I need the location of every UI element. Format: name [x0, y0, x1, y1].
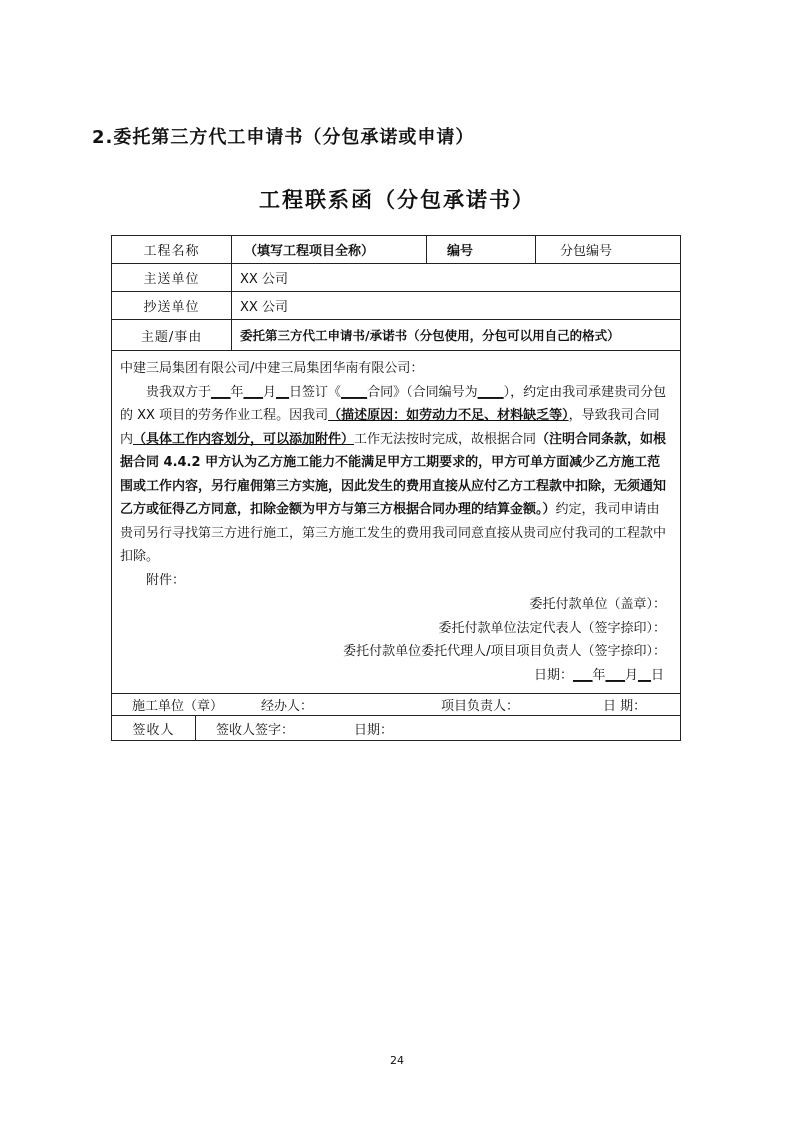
subject-label: 主题/事由 [112, 320, 232, 351]
sign-company-seal: 委托付款单位（盖章）： [529, 597, 667, 612]
copy-unit-label: 抄送单位 [112, 292, 232, 320]
handler-label: 经办人： [261, 699, 314, 714]
sign-agent: 委托付款单位委托代理人/项目项目负责人（签字捺印）： [343, 644, 667, 659]
addressee: 中建三局集团有限公司/中建三局集团华南有限公司： [120, 361, 424, 376]
number-label: 编号 [427, 236, 536, 264]
contact-letter-form [111, 235, 681, 741]
page-number: 24 [390, 1054, 404, 1067]
letter-paragraph: 贵我双方于___年___月__日签订《____合同》（合同编号为____），约定由我司承建贵司分包的 XX 项目的劳务作业工程。因我司（描述原因：如劳动力不足、材料缺乏等），导致我司合同内（具体工作内容划分，可以添加附件）工作无法按时完成，故根据合同（注明合同条款，如根据合同 4.4.2 甲方认为乙方施工能力不能满足甲方工期要求的，甲方可单方面减少乙方施工范围或工作内容，另行雇佣第三方实施，因此发生的费用直接从应付乙方工程款中扣除，无须通知乙方或征得乙方同意，扣除金额为甲方与第三方根据合同办理的结算金额。）约定，我司申请由贵司另行寻找第三方进行施工，第三方施工发生的费用我司同意直接从贵司应付我司的工程款中扣除。 [120, 384, 667, 564]
construction-unit-label: 施工单位（章） [132, 699, 224, 714]
construction-unit-row [112, 694, 681, 716]
document-title: 工程联系函（分包承诺书） [259, 188, 535, 212]
subcontract-number: 分包编号 [536, 236, 681, 264]
project-name-value: （填写工程项目全称） [232, 236, 427, 264]
project-manager-label: 项目负责人： [441, 699, 520, 714]
project-name-label: 工程名称 [112, 236, 232, 264]
copy-unit-value: XX 公司 [232, 292, 681, 320]
sign-legal-rep: 委托付款单位法定代表人（签字捺印）： [438, 620, 667, 636]
sign-date: 日期：___年___月__日 [533, 667, 665, 683]
receiver-date-label: 日期： [354, 722, 394, 738]
main-unit-label: 主送单位 [112, 264, 232, 292]
subject-value: 委托第三方代工申请书/承诺书（分包使用，分包可以用自己的格式） [232, 320, 681, 351]
letter-body [112, 351, 681, 694]
reason-field: （描述原因：如劳动力不足、材料缺乏等） [328, 408, 569, 423]
scope-field: （具体工作内容划分，可以添加附件） [133, 431, 355, 447]
main-unit-value: XX 公司 [232, 264, 681, 292]
section-heading: 2.委托第三方代工申请书（分包承诺或申请） [92, 127, 475, 148]
contract-clause: （注明合同条款，如根据合同 4.4.2 甲方认为乙方施工能力不能满足甲方工期要求的，甲方可单方面减少乙方施工范围或工作内容，另行雇佣第三方实施，因此发生的费用直接从应付乙方工程款中扣除，无须通知乙方或征得乙方同意，扣除金额为甲方与第三方根据合同办理的结算金额。） [120, 431, 667, 517]
receiver-signature-label: 签收人签字： [216, 722, 295, 738]
attachment-label: 附件： [146, 572, 186, 588]
receiver-label: 签收人 [112, 716, 196, 741]
bottom-date-label: 日 期： [603, 699, 647, 714]
receiver-row [196, 716, 681, 741]
